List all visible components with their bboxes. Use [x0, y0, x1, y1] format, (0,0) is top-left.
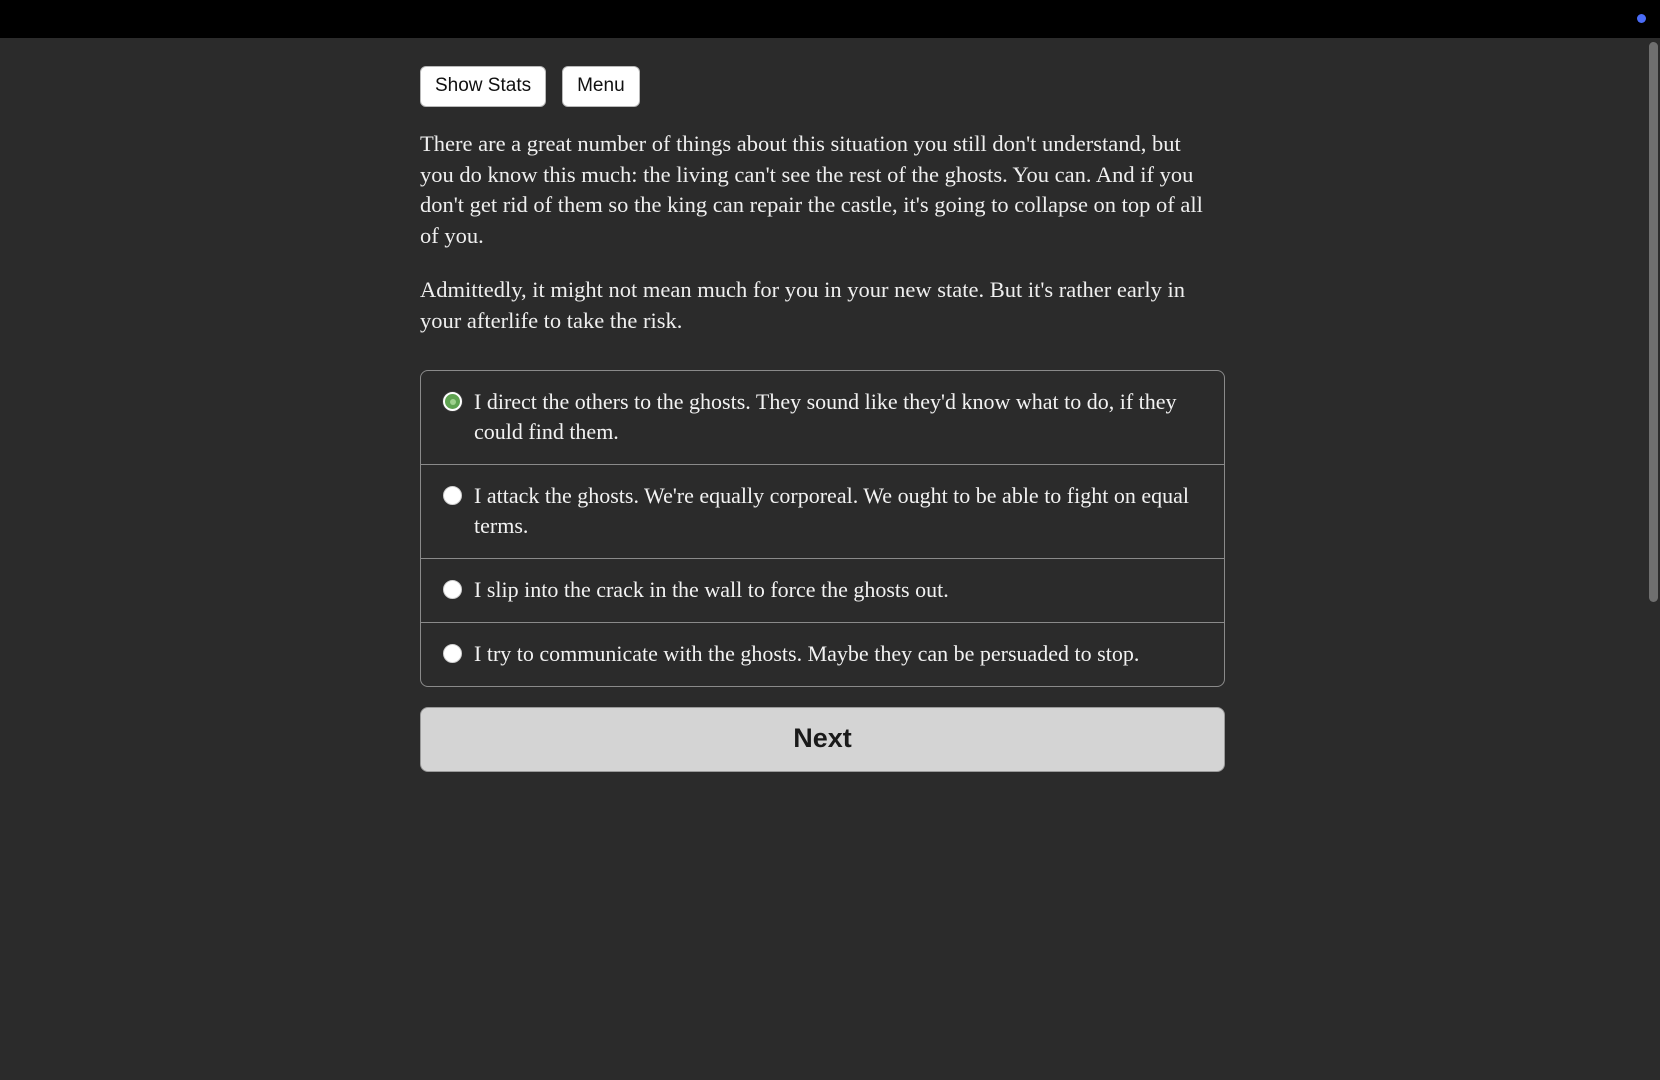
game-content	[420, 66, 1225, 772]
status-dot-icon	[1637, 14, 1646, 23]
radio-icon[interactable]	[443, 486, 462, 505]
scrollbar-thumb[interactable]	[1649, 42, 1658, 602]
choice-option[interactable]	[421, 623, 1224, 686]
story-paragraph: There are a great number of things about this situation you still don't understand, but you do know this much: the living can't see the rest of the ghosts. You can. And if you don't get rid of them so the king can repair the castle, it's going to collapse on top of all of you.	[420, 131, 1203, 248]
radio-icon[interactable]	[443, 580, 462, 599]
browser-chrome-bar	[0, 0, 1660, 38]
radio-icon[interactable]	[443, 644, 462, 663]
top-button-row	[420, 66, 1225, 107]
radio-icon[interactable]	[443, 392, 462, 411]
show-stats-button[interactable]: Show Stats	[420, 66, 546, 107]
choice-label: I direct the others to the ghosts. They sound like they'd know what to do, if they could find them.	[474, 389, 1177, 444]
page-scrollbar[interactable]	[1646, 38, 1660, 1080]
next-button[interactable]: Next	[420, 707, 1225, 772]
menu-button[interactable]: Menu	[562, 66, 640, 107]
choice-option[interactable]	[421, 559, 1224, 623]
story-paragraph: Admittedly, it might not mean much for you in your new state. But it's rather early in your afterlife to take the risk.	[420, 277, 1185, 333]
choice-option[interactable]	[421, 371, 1224, 465]
game-page	[0, 38, 1660, 1080]
choice-list	[420, 370, 1225, 687]
choice-label: I attack the ghosts. We're equally corporeal. We ought to be able to fight on equal terms.	[474, 483, 1189, 538]
choice-label: I try to communicate with the ghosts. Maybe they can be persuaded to stop.	[474, 641, 1140, 666]
choice-label: I slip into the crack in the wall to force the ghosts out.	[474, 577, 949, 602]
choice-option[interactable]	[421, 465, 1224, 559]
